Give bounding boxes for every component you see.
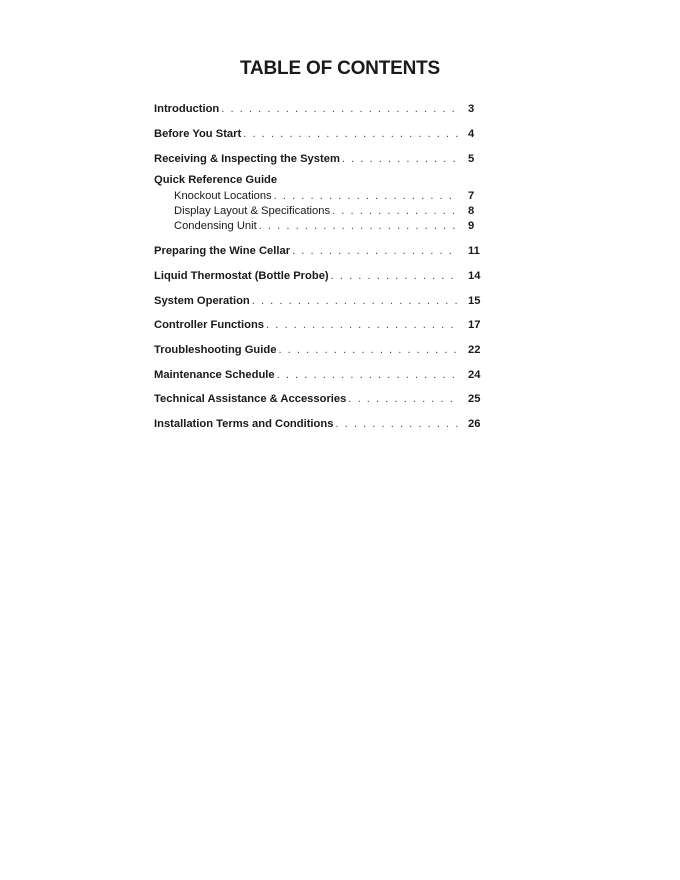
toc-page-number: 25 xyxy=(468,393,481,405)
toc-entry-before-you-start[interactable] xyxy=(154,126,490,142)
dot-leader xyxy=(266,317,459,333)
toc-page-number: 4 xyxy=(468,128,475,140)
toc-entry-label: Installation Terms and Conditions xyxy=(154,418,334,430)
toc-page-number: 14 xyxy=(468,270,481,282)
toc-entry-receiving[interactable] xyxy=(154,151,490,167)
dot-leader xyxy=(259,218,459,234)
toc-entry-label: Technical Assistance & Accessories xyxy=(154,393,347,405)
toc-entry-troubleshooting[interactable] xyxy=(154,342,490,358)
toc-entry-label: Controller Functions xyxy=(154,319,265,331)
toc-entry-label: Troubleshooting Guide xyxy=(154,344,277,356)
toc-page-number: 17 xyxy=(468,319,481,331)
dot-leader xyxy=(277,367,459,383)
toc-section-heading-quick-reference: Quick Reference Guide xyxy=(154,174,278,186)
toc-entry-label: System Operation xyxy=(154,295,250,307)
page-title: TABLE OF CONTENTS xyxy=(240,58,440,79)
toc-page-number: 24 xyxy=(468,369,481,381)
dot-leader xyxy=(292,243,459,259)
dot-leader xyxy=(342,151,459,167)
toc-entry-label: Introduction xyxy=(154,103,220,115)
dot-leader xyxy=(332,203,459,219)
toc-subentry-knockout-locations[interactable] xyxy=(174,188,490,204)
dot-leader xyxy=(243,126,459,142)
toc-page-number: 3 xyxy=(468,103,475,115)
toc-entry-label: Knockout Locations xyxy=(174,190,272,202)
toc-page-number: 7 xyxy=(468,190,475,202)
toc-subentry-display-layout[interactable] xyxy=(174,203,490,219)
dot-leader xyxy=(252,293,459,309)
toc-entry-technical-assistance[interactable] xyxy=(154,391,490,407)
dot-leader xyxy=(221,101,459,117)
toc-subentry-condensing-unit[interactable] xyxy=(174,218,490,234)
dot-leader xyxy=(348,391,459,407)
toc-entry-label: Receiving & Inspecting the System xyxy=(154,153,340,165)
toc-page-number: 26 xyxy=(468,418,481,430)
toc-entry-label: Condensing Unit xyxy=(174,220,257,232)
toc-page-number: 15 xyxy=(468,295,481,307)
toc-page-number: 9 xyxy=(468,220,475,232)
dot-leader xyxy=(274,188,459,204)
toc-entry-liquid-thermostat[interactable] xyxy=(154,268,490,284)
toc-entry-maintenance[interactable] xyxy=(154,367,490,383)
toc-page-number: 22 xyxy=(468,344,481,356)
toc-page-number: 8 xyxy=(468,205,475,217)
dot-leader xyxy=(335,416,459,432)
toc-entry-label: Display Layout & Specifications xyxy=(174,205,331,217)
toc-entry-introduction[interactable] xyxy=(154,101,490,117)
toc-page-number: 11 xyxy=(468,245,480,257)
toc-entry-label: Maintenance Schedule xyxy=(154,369,275,381)
toc-entry-preparing[interactable] xyxy=(154,243,490,259)
toc-entry-label: Before You Start xyxy=(154,128,242,140)
toc-entry-label: Preparing the Wine Cellar xyxy=(154,245,291,257)
dot-leader xyxy=(331,268,459,284)
toc-entry-controller-functions[interactable] xyxy=(154,317,490,333)
dot-leader xyxy=(278,342,459,358)
toc-entry-label: Liquid Thermostat (Bottle Probe) xyxy=(154,270,329,282)
toc-entry-system-operation[interactable] xyxy=(154,293,490,309)
toc-entry-installation-terms[interactable] xyxy=(154,416,490,432)
toc-page-number: 5 xyxy=(468,153,475,165)
